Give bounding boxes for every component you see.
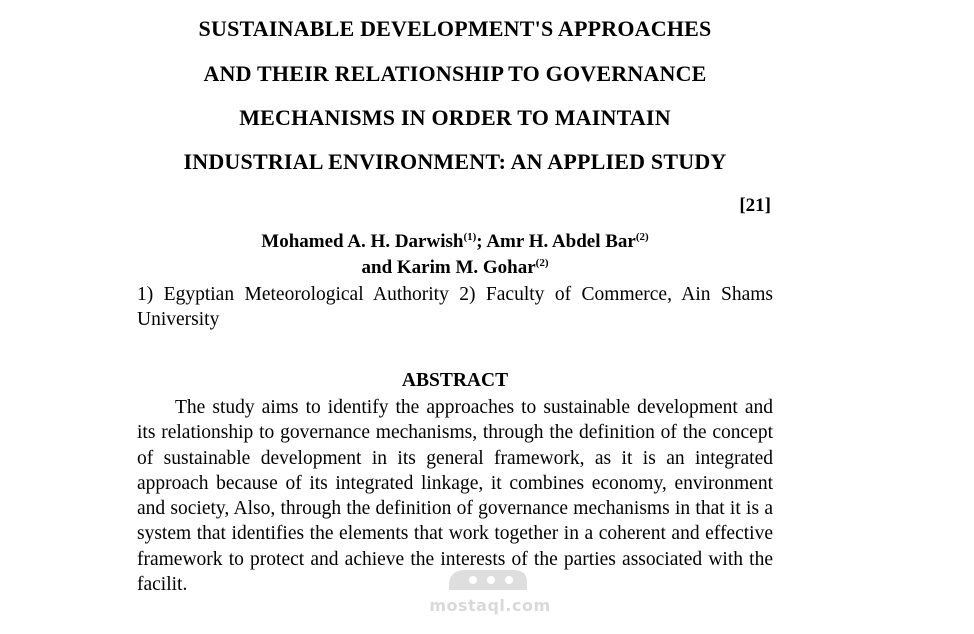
affiliations: 1) Egyptian Meteorological Authority 2) Faculty of Commerce, Ain Shams University — [137, 284, 773, 330]
title-line-2: AND THEIR RELATIONSHIP TO GOVERNANCE — [203, 61, 707, 86]
author-1-affil-mark: (1) — [463, 231, 477, 243]
authors-line-1 — [137, 230, 773, 254]
title-line-1: SUSTAINABLE DEVELOPMENT'S APPROACHES — [198, 16, 712, 41]
title-line-4: INDUSTRIAL ENVIRONMENT: AN APPLIED STUDY — [183, 149, 727, 174]
author-3-name: Karim M. Gohar — [396, 257, 536, 278]
author-and-prefix: and — [361, 257, 397, 278]
title-line-3: MECHANISMS IN ORDER TO MAINTAIN — [239, 105, 671, 130]
abstract-body: The study aims to identify the approaches to sustainable development and its relationship to governance mechanisms, through the definition of the concept of sustainable development in its general framework, as it is an integrated approach because of its integrated linkage, it combines economy, environment and society, Also, through the definition of governance mechanisms in that it is a system that identifies the elements that work together in a coherent and effective framework to protect and achieve the interests of the parties associated with the facilit. — [137, 397, 773, 596]
authors-line-2 — [137, 256, 773, 280]
author-1-name: Mohamed A. H. Darwish — [261, 231, 464, 252]
author-2-name: Amr H. Abdel Bar — [486, 231, 636, 252]
author-separator: ; — [476, 231, 487, 252]
author-3-affil-mark: (2) — [535, 257, 549, 269]
reference-number: [21] — [739, 195, 771, 216]
author-2-affil-mark: (2) — [635, 231, 649, 243]
abstract-heading: ABSTRACT — [401, 370, 509, 391]
watermark-text: mostaql.com — [429, 596, 551, 615]
